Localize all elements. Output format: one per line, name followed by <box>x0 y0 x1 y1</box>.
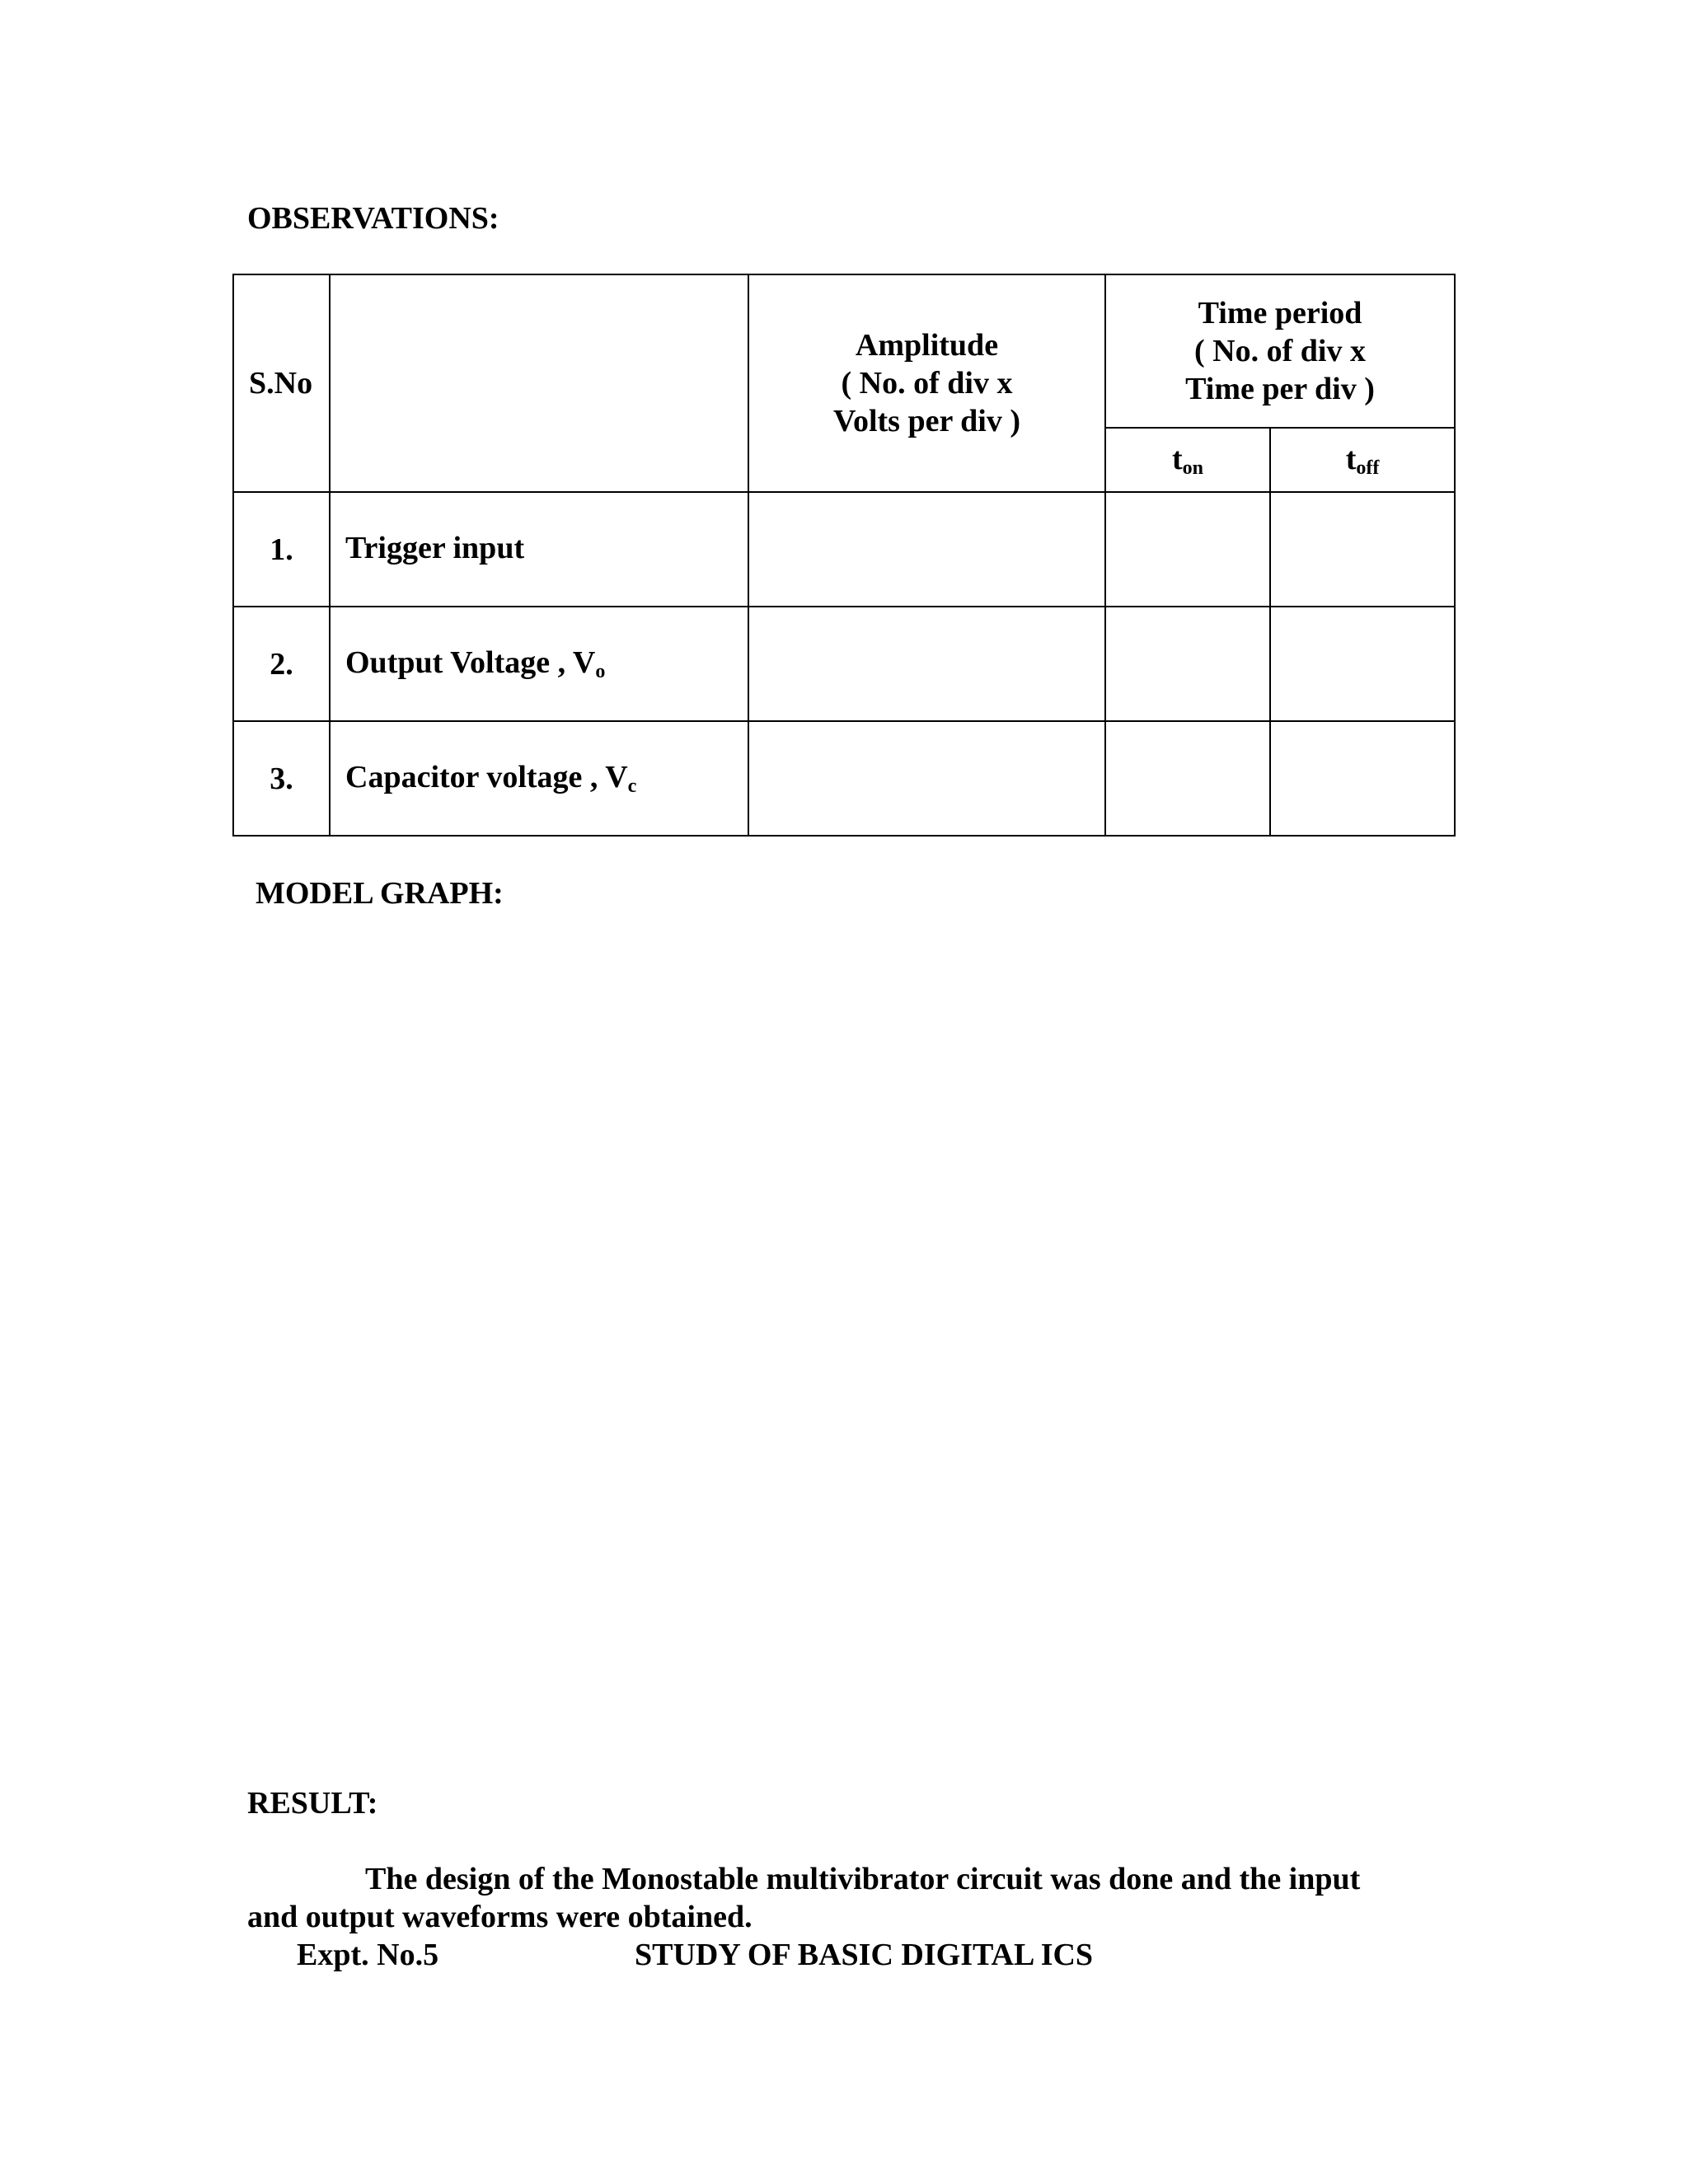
model-graph-heading: MODEL GRAPH: <box>256 876 504 911</box>
parameter-header <box>330 274 748 492</box>
table-row <box>233 607 1455 721</box>
table-row <box>233 492 1455 607</box>
row-sno: 1. <box>233 492 330 607</box>
result-line-1: The design of the Monostable multivibrator circuit was done and the input <box>365 1862 1361 1896</box>
ton-cell <box>1105 721 1270 836</box>
observations-heading: OBSERVATIONS: <box>247 201 499 236</box>
toff-cell <box>1270 721 1455 836</box>
toff-header: $t_{off}$ <box>1270 428 1455 492</box>
ton-cell <box>1105 492 1270 607</box>
sno-header: S.No <box>233 274 330 492</box>
observations-table <box>232 274 1456 837</box>
row-label: Capacitor voltage , $V_c$ <box>330 721 748 836</box>
amplitude-cell <box>748 721 1105 836</box>
experiment-number: Expt. No.5 <box>297 1938 439 1972</box>
result-line-2: and output waveforms were obtained. <box>247 1900 753 1934</box>
experiment-title: STUDY OF BASIC DIGITAL ICS <box>635 1938 1094 1972</box>
result-heading: RESULT: <box>247 1786 378 1821</box>
header-row <box>233 274 1455 428</box>
amplitude-cell <box>748 607 1105 721</box>
amplitude-cell <box>748 492 1105 607</box>
time-period-header: Time period ( No. of div x Time per div ) <box>1105 274 1455 428</box>
ton-cell <box>1105 607 1270 721</box>
row-sno: 3. <box>233 721 330 836</box>
row-label: Trigger input <box>330 492 748 607</box>
ton-header: $t_{on}$ <box>1105 428 1270 492</box>
row-sno: 2. <box>233 607 330 721</box>
toff-cell <box>1270 492 1455 607</box>
amplitude-header: Amplitude ( No. of div x Volts per div ) <box>748 274 1105 492</box>
table-row <box>233 721 1455 836</box>
toff-cell <box>1270 607 1455 721</box>
row-label: Output Voltage , $V_o$ <box>330 607 748 721</box>
